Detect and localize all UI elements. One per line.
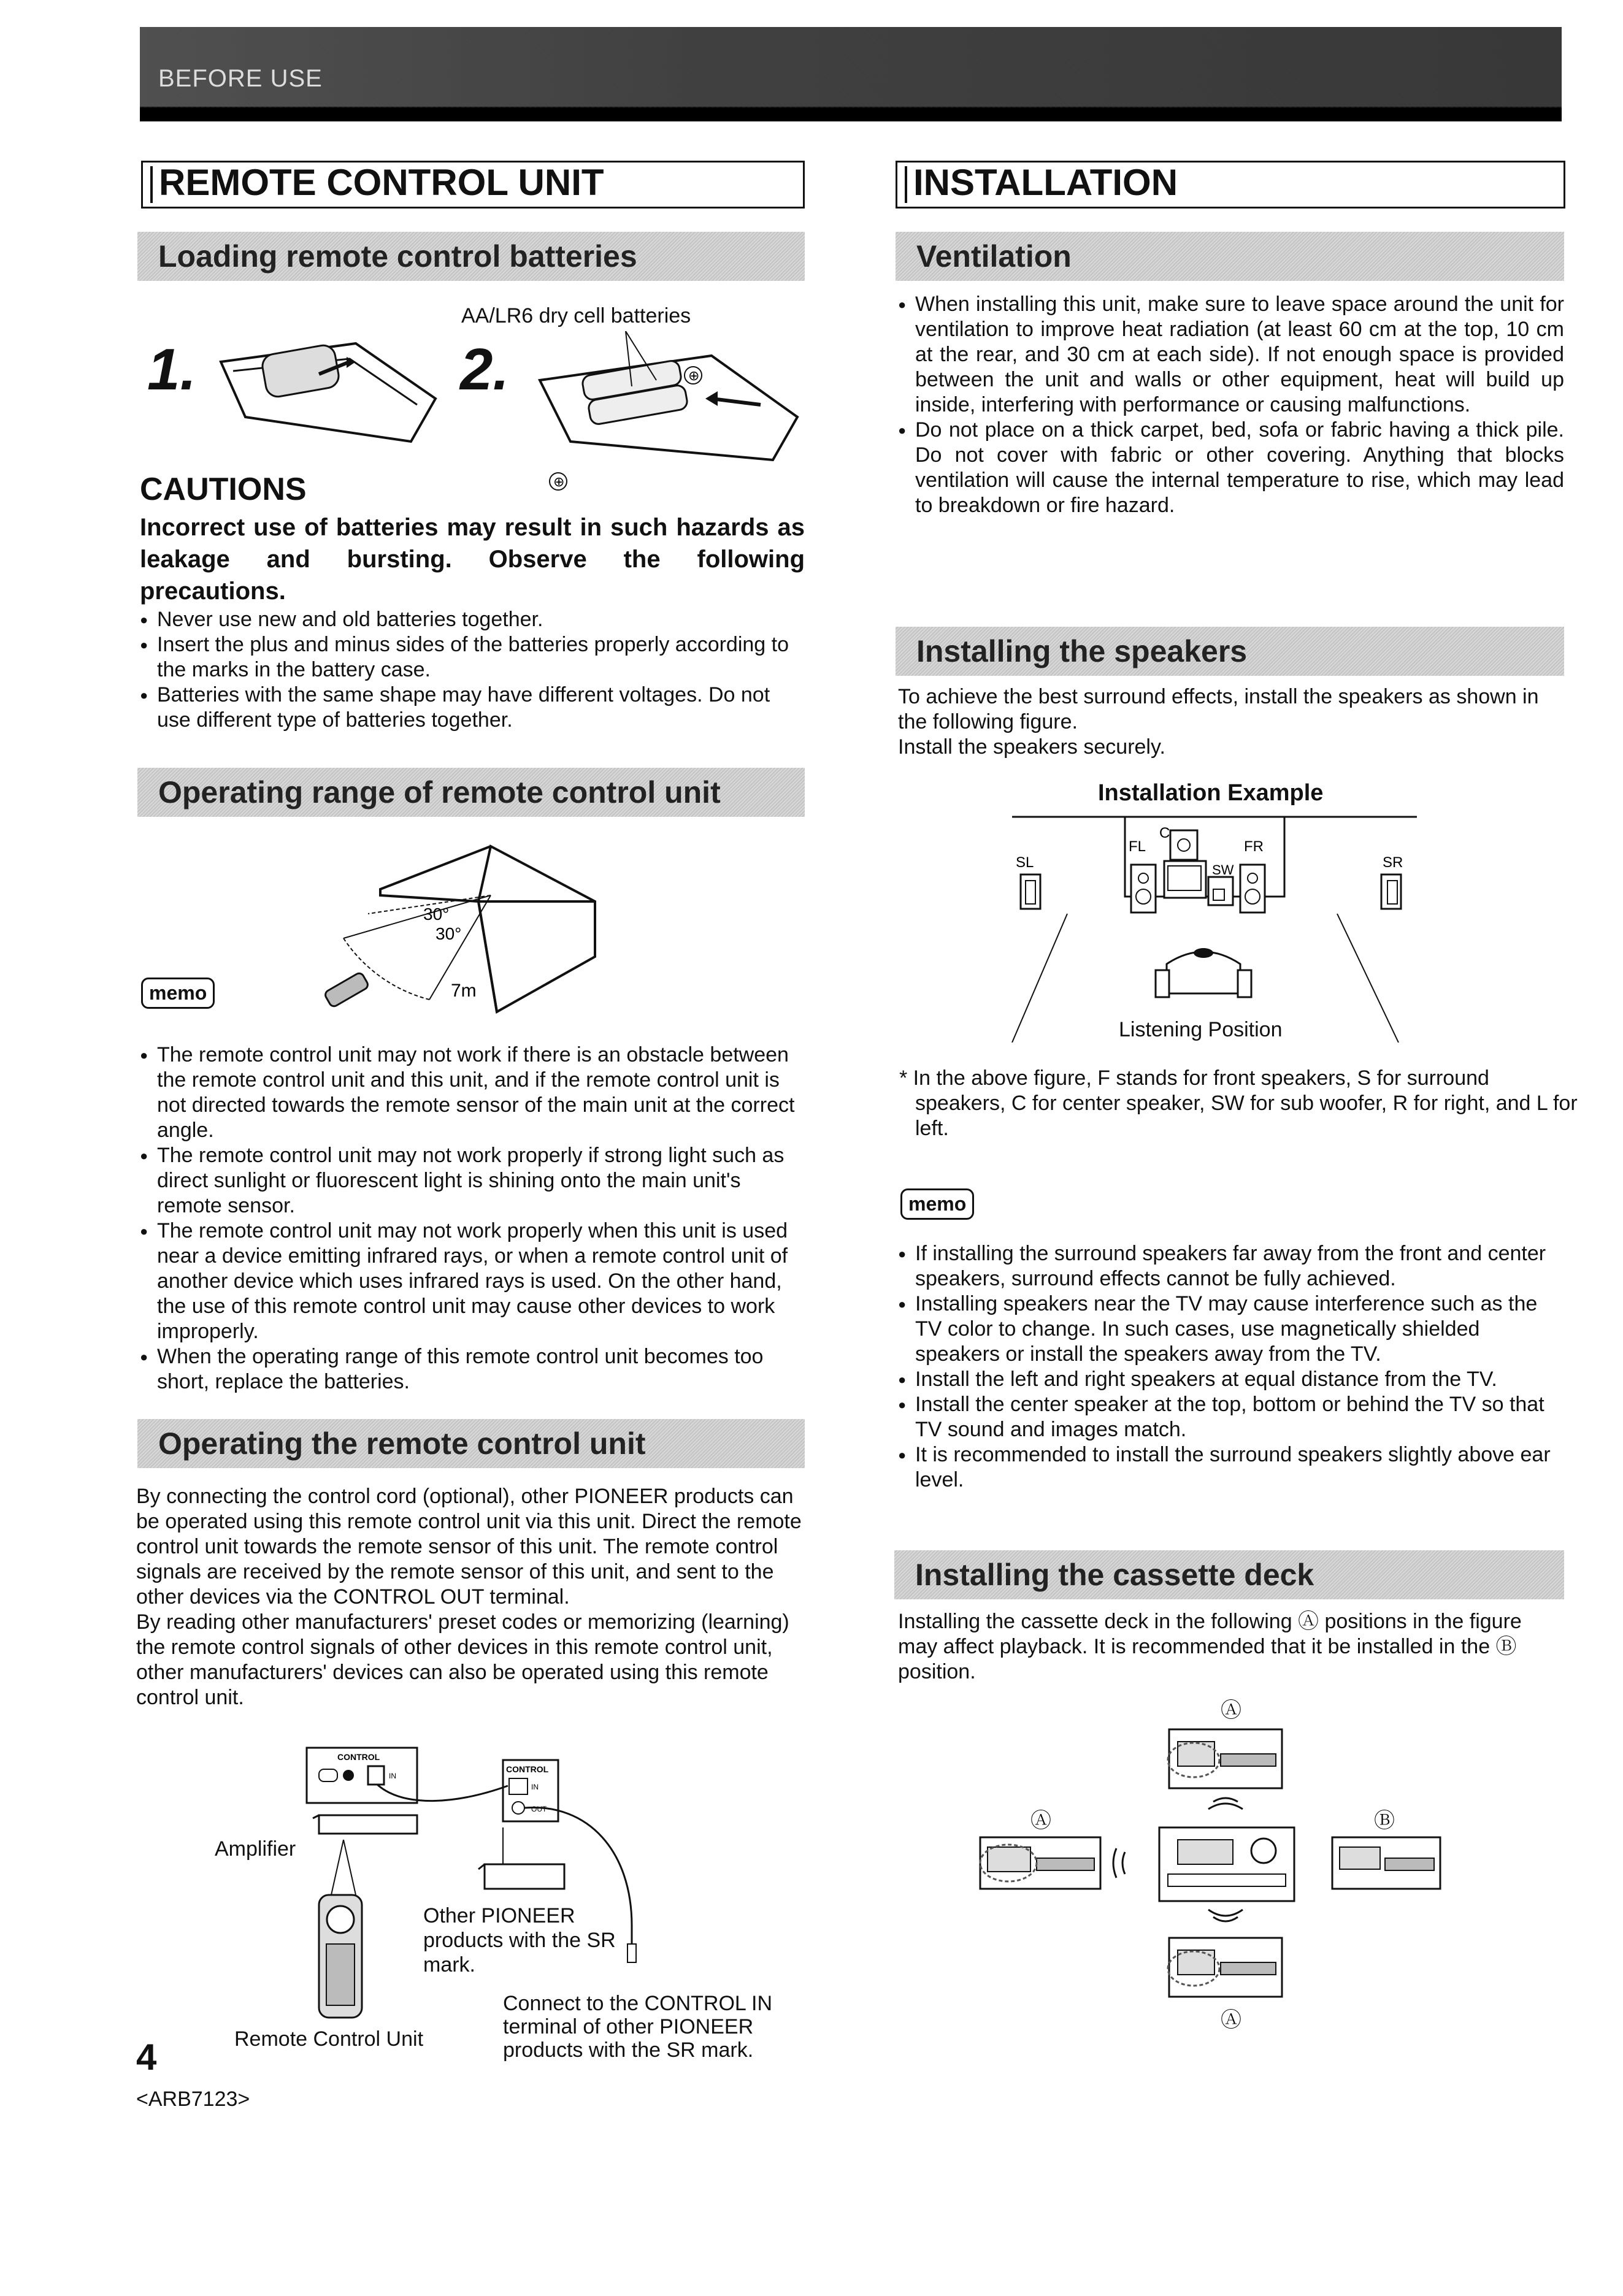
list-item: ● Never use new and old batteries together. <box>140 607 805 632</box>
banner-title: BEFORE USE <box>158 65 323 92</box>
range-notes-list <box>140 1043 805 1395</box>
document-code: <ARB7123> <box>136 2087 250 2111</box>
position-a-left: Ⓐ <box>1030 1809 1051 1832</box>
angle-label-1: 30° <box>423 905 450 924</box>
list-item: ● It is recommended to install the surround speakers slightly above ear level. <box>898 1442 1564 1493</box>
list-item: ● Batteries with the same shape may have different voltages. Do not use different type of batteries together. <box>140 683 805 733</box>
list-item: ● Insert the plus and minus sides of the batteries properly according to the marks in the battery case. <box>140 632 805 683</box>
subheading-operating-remote: Operating the remote control unit <box>137 1419 805 1468</box>
speaker-label-sw: SW <box>1212 862 1234 878</box>
list-item: ● When the operating range of this remote control unit becomes too short, replace the batteries. <box>140 1344 805 1395</box>
speaker-label-sl: SL <box>1016 854 1034 871</box>
operating-paragraph-1: By connecting the control cord (optional), other PIONEER products can be operated using this remote control unit via this unit. Direct the remote control unit towards the remote sensor of this unit. The remote control signals are received by the remote sensor of this unit, and sent to the other devices via the CONTROL OUT terminal. <box>136 1485 802 1609</box>
section-title-installation: INSTALLATION <box>896 161 1565 209</box>
speakers-intro-text-2: Install the speakers securely. <box>898 735 1165 759</box>
list-item: ● Install the left and right speakers at equal distance from the TV. <box>898 1367 1564 1392</box>
position-a-top: Ⓐ <box>1221 1699 1241 1722</box>
list-item: ● If installing the surround speakers far away from the front and center speakers, surround effects cannot be fully achieved. <box>898 1241 1564 1292</box>
list-item: ● Install the center speaker at the top, bottom or behind the TV so that TV sound and images match. <box>898 1392 1564 1442</box>
speakers-intro <box>898 684 1564 760</box>
angle-label-2: 30° <box>435 924 462 943</box>
operating-paragraphs <box>136 1484 805 1710</box>
list-item: ● The remote control unit may not work if there is an obstacle between the remote control unit and this unit, and if the remote control unit is not directed towards the remote sensor of the main unit at the correct angle. <box>140 1043 805 1143</box>
section-title-remote: REMOTE CONTROL UNIT <box>141 161 805 209</box>
other-control-label: CONTROL <box>506 1764 549 1774</box>
subheading-operating-range: Operating range of remote control unit <box>137 768 805 817</box>
speaker-label-fr: FR <box>1244 838 1264 855</box>
speakers-intro-text: To achieve the best surround effects, install the speakers as shown in the following figure. <box>898 685 1539 733</box>
remote-battery-cover-illustration <box>209 325 454 448</box>
other-out-label: OUT <box>531 1805 547 1813</box>
batteries-label: AA/LR6 dry cell batteries <box>461 304 691 327</box>
speakers-footnote: * In the above figure, F stands for front speakers, S for surround speakers, C for center speaker, SW for sub woofer, R for right, and L for left. <box>899 1066 1578 1140</box>
cautions-intro: Incorrect use of batteries may result in such hazards as leakage and bursting. Observe the following precautions. <box>140 514 805 605</box>
operating-range-diagram <box>307 828 662 1024</box>
speaker-layout-diagram <box>1006 809 1423 1043</box>
listening-position-label: Listening Position <box>1119 1018 1283 1041</box>
cautions-title: CAUTIONS <box>140 472 307 507</box>
subheading-loading-batteries: Loading remote control batteries <box>137 232 805 281</box>
subheading-speakers: Installing the speakers <box>896 627 1564 676</box>
memo-icon: memo <box>141 978 215 1009</box>
plus-mark-2: ⊕ <box>553 474 565 489</box>
operating-paragraph-2: By reading other manufacturers' preset codes or memorizing (learning) the remote control signals of other devices in this remote control unit, other manufacturers' devices can also be operated using this remote control unit. <box>136 1610 789 1709</box>
cassette-text: Installing the cassette deck in the following Ⓐ positions in the figure may affect playback. It is recommended that it be installed in the Ⓑ position. <box>898 1610 1522 1683</box>
distance-label: 7m <box>451 981 477 1001</box>
position-b: Ⓑ <box>1374 1809 1395 1832</box>
speakers-notes-list <box>898 1241 1564 1493</box>
remote-insert-batteries-illustration <box>528 331 810 491</box>
speaker-label-c: C <box>1159 825 1170 841</box>
speaker-label-sr: SR <box>1383 854 1403 871</box>
page-number: 4 <box>136 2037 157 2078</box>
header-banner <box>140 27 1562 121</box>
list-item: ● Do not place on a thick carpet, bed, sofa or fabric having a thick pile. Do not cover with fabric or other covering. Anything that blocks ventilation will cause the internal temperature to rise, which may lead to breakdown or fire hazard. <box>898 418 1564 518</box>
cautions-list <box>140 607 805 733</box>
list-item: ● The remote control unit may not work properly if strong light such as direct sunlight or fluorescent light is shining onto the main unit's remote sensor. <box>140 1143 805 1219</box>
remote-control-label: Remote Control Unit <box>234 2027 424 2051</box>
other-products-label: Other PIONEER products with the SR mark. <box>423 1904 616 1976</box>
list-item: ● The remote control unit may not work properly when this unit is used near a device emitting infrared rays, or when a remote control unit of another device which uses infrared rays is used. On the other hand, the use of this remote control unit may cause other devices to work improperly. <box>140 1219 805 1344</box>
cassette-placement-diagram <box>975 1693 1441 2036</box>
connect-note-label: Connect to the CONTROL IN terminal of other PIONEER products with the SR mark. <box>503 1992 773 2062</box>
other-in-label: IN <box>531 1783 539 1791</box>
amp-in-label: IN <box>389 1772 396 1780</box>
installation-example-title: Installation Example <box>1098 780 1324 806</box>
control-panel-label: CONTROL <box>337 1752 380 1762</box>
ventilation-list <box>898 292 1564 518</box>
speaker-label-fl: FL <box>1129 838 1146 855</box>
memo-icon: memo <box>900 1188 974 1220</box>
subheading-cassette: Installing the cassette deck <box>894 1550 1564 1599</box>
amplifier-label: Amplifier <box>215 1837 296 1861</box>
position-a-bottom: Ⓐ <box>1221 2008 1241 2032</box>
list-item: ● Installing speakers near the TV may cause interference such as the TV color to change. In such cases, use magnetically shielded speakers or install the speakers away from the TV. <box>898 1292 1564 1367</box>
plus-mark-1: ⊕ <box>688 368 700 383</box>
step-1-number: 1. <box>147 337 197 402</box>
step-2-number: 2. <box>460 337 510 402</box>
list-item: ● When installing this unit, make sure to leave space around the unit for ventilation to improve heat radiation (at least 60 cm at the top, 10 cm at the rear, and 30 cm at each side). If not enough space is provided between the unit and walls or other equipment, heat will build up inside, interfering with performance or causing malfunctions. <box>898 292 1564 418</box>
subheading-ventilation: Ventilation <box>896 232 1564 281</box>
